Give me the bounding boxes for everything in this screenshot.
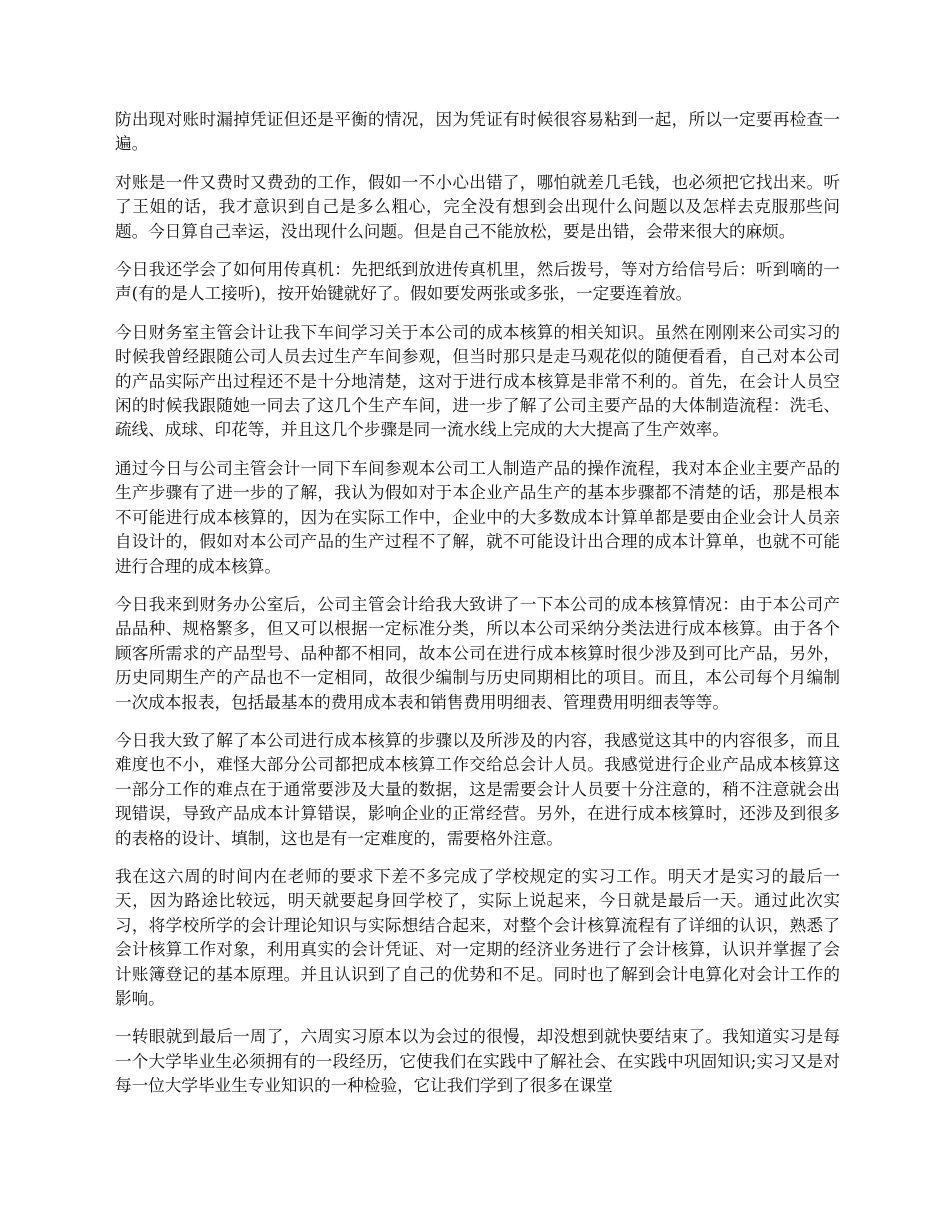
paragraph: 对账是一件又费时又费劲的工作，假如一不小心出错了，哪怕就差几毛钱，也必须把它找出来。听了王姐的话，我才意识到自己是多么粗心，完全没有想到会出现什么问题以及怎样去克服那些问题。今日算自己幸运，没出现什么问题。但是自己不能放松，要是出错，会带来很大的麻烦。 <box>115 172 840 241</box>
paragraph: 今日我大致了解了本公司进行成本核算的步骤以及所涉及的内容，我感觉这其中的内容很多，而且难度也不小，难怪大部分公司都把成本核算工作交给总会计人员。我感觉进行企业产品成本核算这一部分工作的难点在于通常要涉及大量的数据，这是需要会计人员要十分注意的，稍不注意就会出现错误，导致产品成本计算错误，影响企业的正常经营。另外，在进行成本核算时，还涉及到很多的表格的设计、填制，这也是有一定难度的，需要格外注意。 <box>115 730 840 848</box>
paragraph: 一转眼就到最后一周了，六周实习原本以为会过的很慢，却没想到就快要结束了。我知道实习是每一个大学毕业生必须拥有的一段经历，它使我们在实践中了解社会、在实践中巩固知识;实习又是对每一位大学毕业生专业知识的一种检验，它让我们学到了很多在课堂 <box>115 1027 840 1096</box>
paragraph: 通过今日与公司主管会计一同下车间参观本公司工人制造产品的操作流程，我对本企业主要产品的生产步骤有了进一步的了解，我认为假如对于本企业产品生产的基本步骤都不清楚的话，那是根本不可能进行成本核算的，因为在实际工作中，企业中的大多数成本计算单都是要由企业会计人员亲自设计的，假如对本公司产品的生产过程不了解，就不可能设计出合理的成本计算单，也就不可能进行合理的成本核算。 <box>115 458 840 576</box>
paragraph: 今日我来到财务办公室后，公司主管会计给我大致讲了一下本公司的成本核算情况：由于本公司产品品种、规格繁多，但又可以根据一定标准分类，所以本公司采纳分类法进行成本核算。由于各个顾客所需求的产品型号、品种都不相同，故本公司在进行成本核算时很少涉及到可比产品，另外，历史同期生产的产品也不一定相同，故很少编制与历史同期相比的项目。而且，本公司每个月编制一次成本报表，包括最基本的费用成本表和销售费用明细表、管理费用明细表等等。 <box>115 594 840 712</box>
paragraph: 今日财务室主管会计让我下车间学习关于本公司的成本核算的相关知识。虽然在刚刚来公司实习的时候我曾经跟随公司人员去过生产车间参观，但当时那只是走马观花似的随便看看，自己对本公司的产品实际产出过程还不是十分地清楚，这对于进行成本核算是非常不利的。首先，在会计人员空闲的时候我跟随她一同去了这几个生产车间，进一步了解了公司主要产品的大体制造流程：洗毛、疏线、成球、印花等，并且这几个步骤是同一流水线上完成的大大提高了生产效率。 <box>115 322 840 440</box>
paragraph: 今日我还学会了如何用传真机：先把纸到放进传真机里，然后拨号，等对方给信号后：听到嘀的一声(有的是人工接听)，按开始键就好了。假如要发两张或多张，一定要连着放。 <box>115 260 840 304</box>
paragraph: 防出现对账时漏掉凭证但还是平衡的情况，因为凭证有时候很容易粘到一起，所以一定要再检查一遍。 <box>115 110 840 154</box>
document-body <box>115 108 840 1113</box>
paragraph: 我在这六周的时间内在老师的要求下差不多完成了学校规定的实习工作。明天才是实习的最后一天，因为路途比较远，明天就要起身回学校了，实际上说起来，今日就是最后一天。通过此次实习，将学校所学的会计理论知识与实际想结合起来，对整个会计核算流程有了详细的认识，熟悉了会计核算工作对象，利用真实的会计凭证、对一定期的经济业务进行了会计核算，认识并掌握了会计账簿登记的基本原理。并且认识到了自己的优势和不足。同时也了解到会计电算化对会计工作的影响。 <box>115 866 840 1008</box>
